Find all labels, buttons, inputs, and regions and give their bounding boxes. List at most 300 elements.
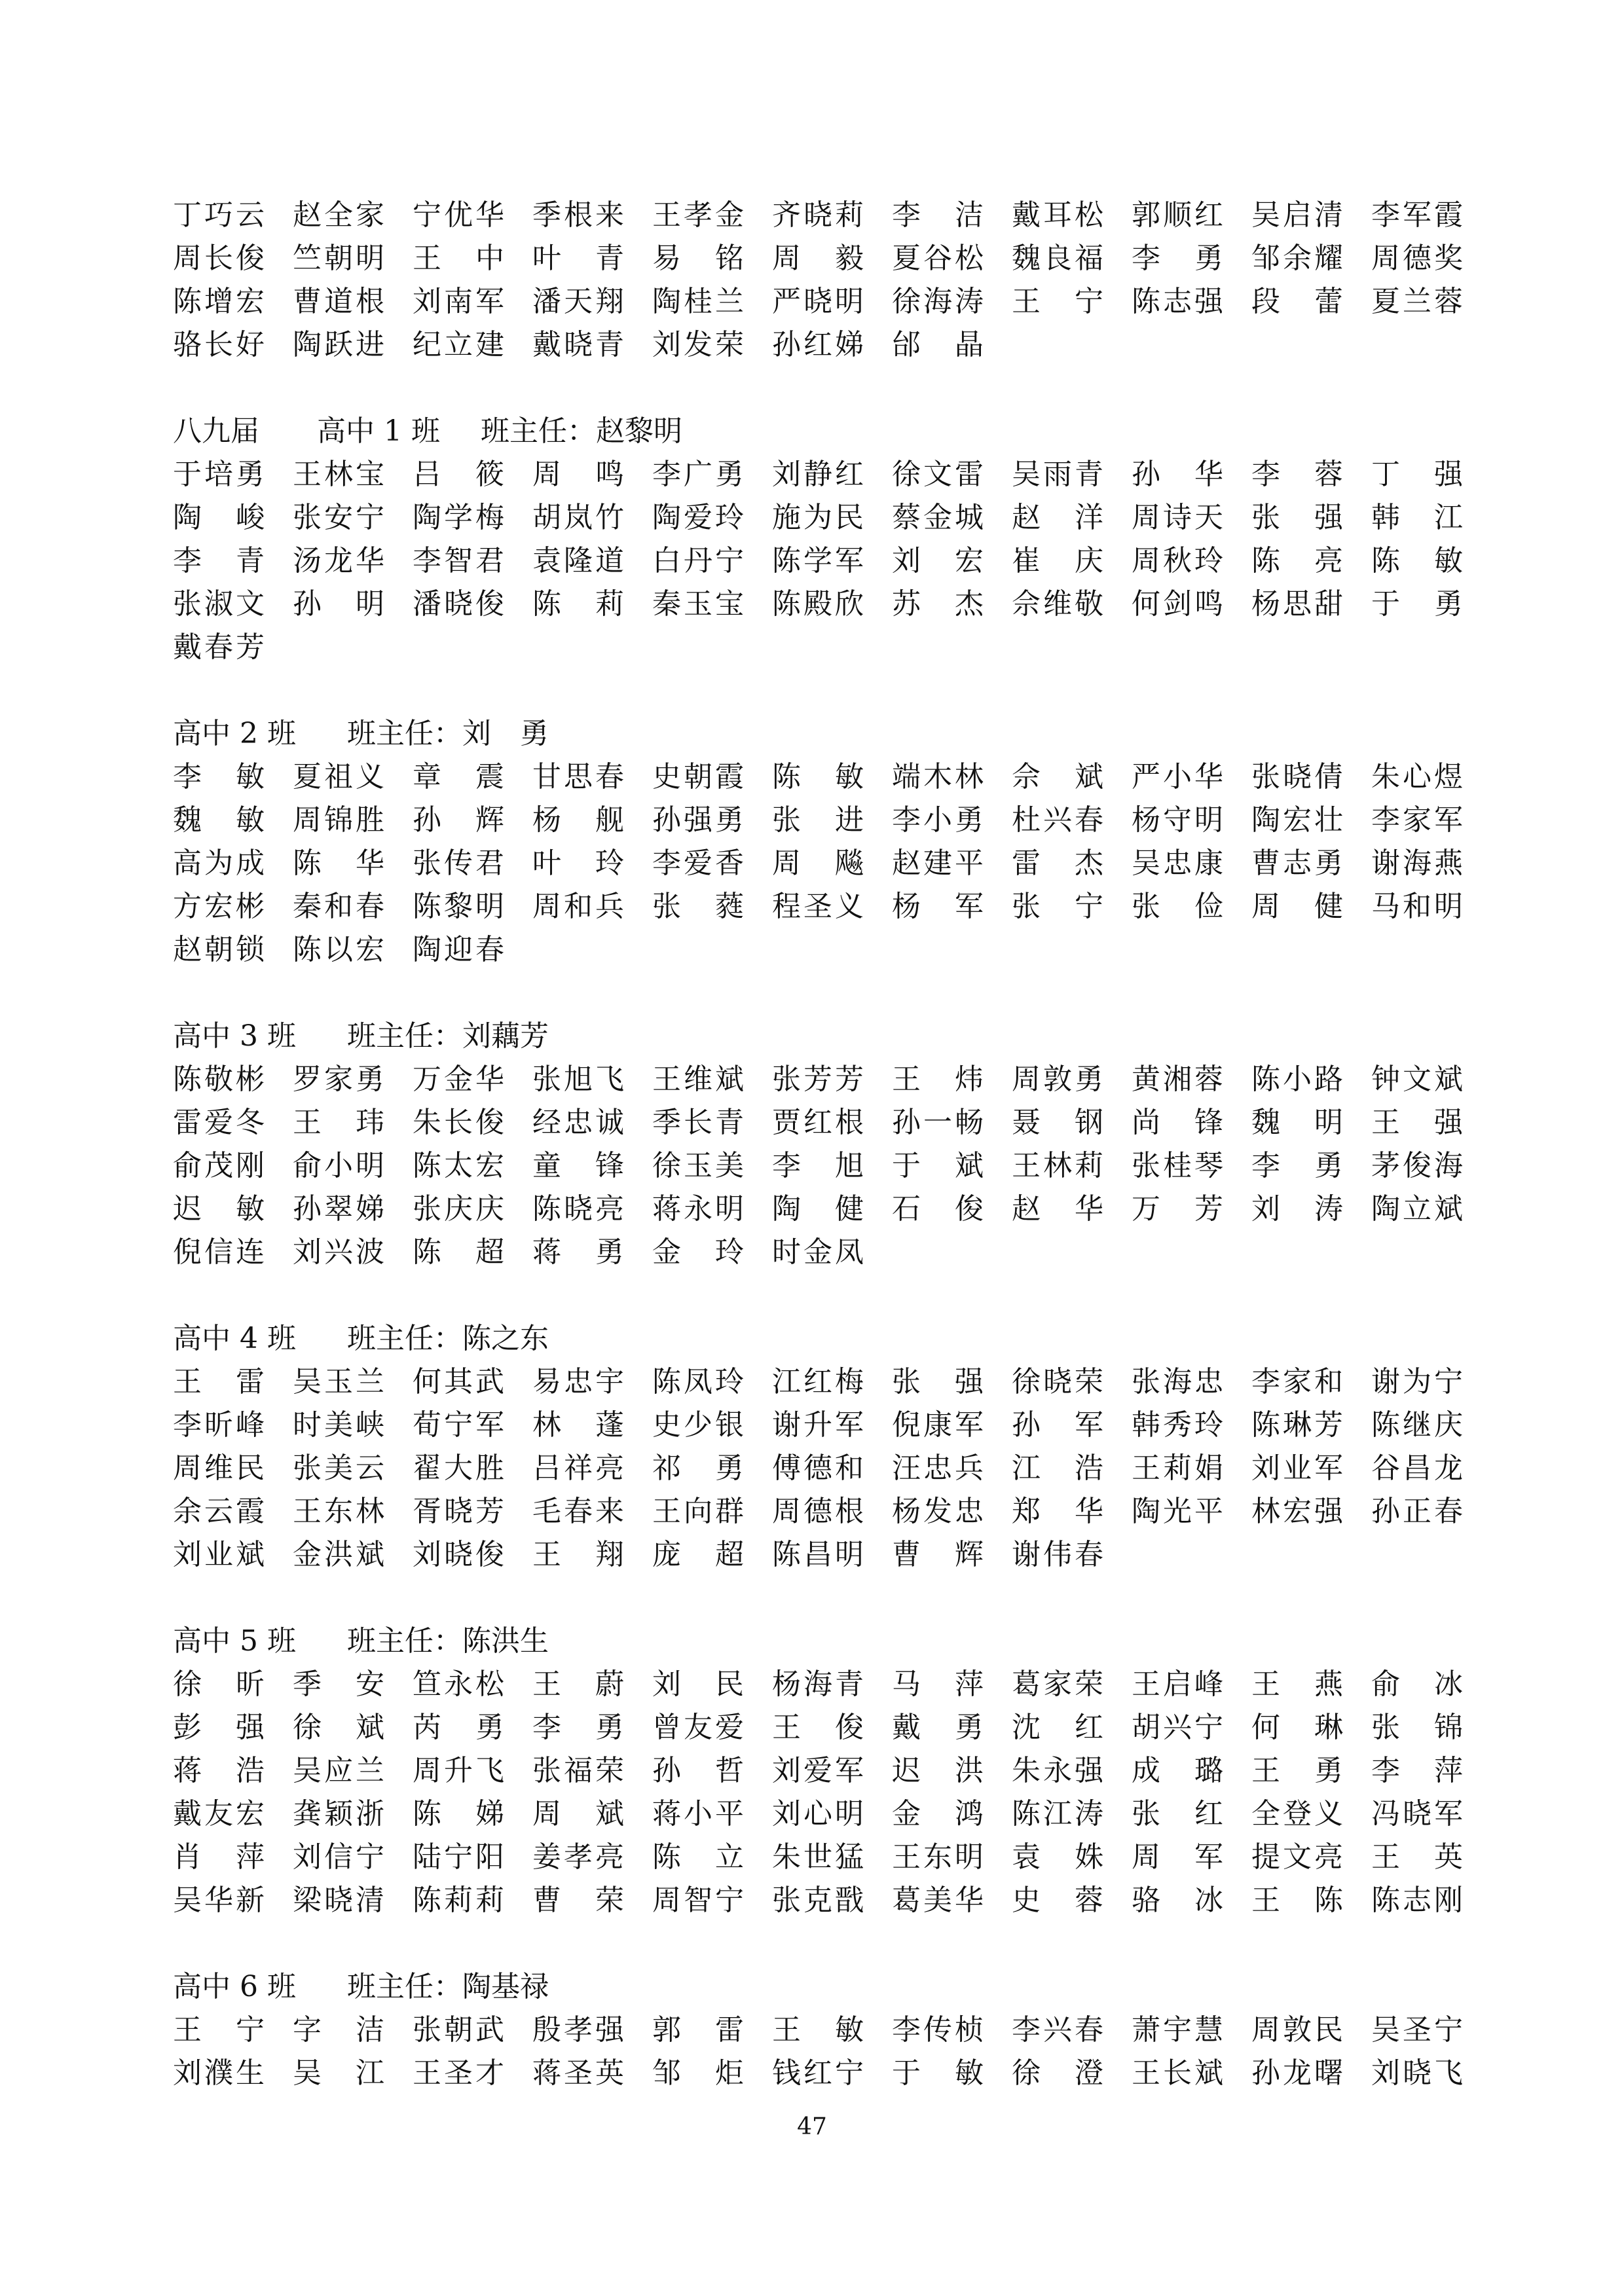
student-name-cell — [1371, 1836, 1463, 1879]
student-name: 章 震 — [413, 760, 504, 793]
name-row — [173, 2009, 1463, 2052]
student-name-cell — [892, 842, 1012, 885]
student-name: 赵 洋 — [1012, 501, 1103, 534]
student-name-cell — [532, 2052, 652, 2095]
student-name-cell — [772, 1706, 892, 1749]
student-name: 周敦民 — [1251, 2013, 1343, 2047]
name-row — [173, 583, 1463, 626]
student-name-cell — [532, 1706, 652, 1749]
name-row — [173, 1793, 1463, 1836]
student-name-cell — [1251, 280, 1371, 323]
student-name: 李兴春 — [1012, 2013, 1103, 2047]
student-name-cell — [1371, 194, 1463, 237]
name-row — [173, 1144, 1463, 1188]
student-name-cell — [652, 453, 772, 496]
student-name: 吴启清 — [1251, 198, 1343, 232]
student-name: 施为民 — [772, 501, 864, 534]
student-name: 戴 勇 — [892, 1711, 984, 1744]
student-name-cell — [1132, 453, 1251, 496]
student-name-cell — [1132, 280, 1251, 323]
student-name: 周锦胜 — [293, 803, 384, 837]
student-name: 李 勇 — [1132, 242, 1223, 275]
student-name-cell — [1132, 194, 1251, 237]
student-name: 朱长俊 — [413, 1106, 504, 1139]
student-name: 夏兰蓉 — [1371, 285, 1463, 318]
student-name-cell — [652, 885, 772, 928]
student-name-cell — [293, 1231, 413, 1274]
student-name: 刘濮生 — [173, 2056, 265, 2090]
student-name: 李家军 — [1371, 803, 1463, 837]
student-name-cell — [413, 756, 532, 799]
name-row — [173, 496, 1463, 539]
student-name-cell — [413, 539, 532, 583]
head-teacher: 班主任：陈之东 — [347, 1322, 549, 1355]
class-header — [173, 712, 1420, 756]
student-name-cell — [293, 799, 413, 842]
student-name: 萧宇慧 — [1132, 2013, 1223, 2047]
student-name: 李 洁 — [892, 198, 984, 232]
name-row — [173, 194, 1463, 237]
student-name-cell — [1251, 539, 1371, 583]
student-name-cell — [173, 1793, 293, 1836]
student-name: 王 蔚 — [532, 1667, 624, 1701]
student-name: 周德根 — [772, 1495, 864, 1528]
student-name: 曹 辉 — [892, 1538, 984, 1571]
student-name: 钱红宁 — [772, 2056, 864, 2090]
student-name: 李传桢 — [892, 2013, 984, 2047]
student-name: 戴友宏 — [173, 1797, 265, 1831]
student-name: 胥晓芳 — [413, 1495, 504, 1528]
student-name-cell — [1012, 583, 1132, 626]
student-name-cell — [413, 1533, 532, 1576]
student-name-cell — [1132, 799, 1251, 842]
student-name: 陈小路 — [1251, 1063, 1343, 1096]
student-name: 于培勇 — [173, 458, 265, 491]
student-name: 孙一畅 — [892, 1106, 984, 1139]
student-name: 张 强 — [892, 1365, 984, 1398]
student-name: 倪康军 — [892, 1408, 984, 1442]
student-name: 周 鸣 — [532, 458, 624, 491]
student-name: 王圣才 — [413, 2056, 504, 2090]
student-name: 陈太宏 — [413, 1149, 504, 1182]
student-name-cell — [1012, 2009, 1132, 2052]
student-name-cell — [1371, 280, 1463, 323]
student-name-cell — [173, 1663, 293, 1706]
student-name: 陶学梅 — [413, 501, 504, 534]
student-name: 李 蓉 — [1251, 458, 1343, 491]
student-name-cell — [652, 539, 772, 583]
student-name: 杨思甜 — [1251, 587, 1343, 621]
student-name-cell — [1012, 1663, 1132, 1706]
student-name: 陈 立 — [652, 1840, 744, 1874]
student-name: 张安宁 — [293, 501, 384, 534]
name-row — [173, 323, 1420, 367]
student-name: 周维民 — [173, 1451, 265, 1485]
student-name: 杨发忠 — [892, 1495, 984, 1528]
head-teacher: 班主任：赵黎明 — [481, 414, 682, 448]
student-name-cell — [1132, 1879, 1251, 1922]
student-name-cell — [772, 2009, 892, 2052]
student-name-cell — [892, 280, 1012, 323]
student-name: 荀宁军 — [413, 1408, 504, 1442]
student-name: 张福荣 — [532, 1754, 624, 1787]
student-name: 周秋玲 — [1132, 544, 1223, 577]
student-name: 李军霞 — [1371, 198, 1463, 232]
student-name: 张朝武 — [413, 2013, 504, 2047]
student-name: 曹志勇 — [1251, 847, 1343, 880]
student-name-cell — [1251, 1793, 1371, 1836]
student-name: 陶宏壮 — [1251, 803, 1343, 837]
student-name-cell — [772, 583, 892, 626]
student-name: 曾友爱 — [652, 1711, 744, 1744]
student-name: 时金凤 — [772, 1235, 864, 1269]
student-name-cell — [1132, 1447, 1251, 1490]
student-name-cell — [892, 1404, 1012, 1447]
student-name-cell — [1012, 1879, 1132, 1922]
student-name-cell — [532, 1749, 652, 1793]
student-name: 张 蕤 — [652, 890, 744, 923]
student-name-cell — [1251, 583, 1371, 626]
student-name: 陈志强 — [1132, 285, 1223, 318]
student-name: 郭顺红 — [1132, 198, 1223, 232]
student-name-cell — [1371, 2052, 1463, 2095]
student-name-cell — [1132, 1793, 1251, 1836]
student-name-cell — [652, 842, 772, 885]
student-name-cell — [173, 799, 293, 842]
student-name-cell — [293, 323, 413, 367]
student-name-cell — [1012, 1490, 1132, 1533]
student-name: 陶跃进 — [293, 328, 384, 361]
student-name: 蒋 浩 — [173, 1754, 265, 1787]
student-name-cell — [293, 2052, 413, 2095]
student-name-cell — [1371, 1058, 1463, 1101]
student-name-cell — [772, 237, 892, 280]
student-name-cell — [772, 194, 892, 237]
student-name: 梁晓清 — [293, 1884, 384, 1917]
student-name: 周 军 — [1132, 1840, 1223, 1874]
student-name-cell — [892, 237, 1012, 280]
student-name: 李 旭 — [772, 1149, 864, 1182]
student-name: 冯晓军 — [1371, 1797, 1463, 1831]
student-name: 苏 杰 — [892, 587, 984, 621]
student-name: 白丹宁 — [652, 544, 744, 577]
student-name: 杨 舰 — [532, 803, 624, 837]
class-group — [173, 194, 1463, 367]
head-teacher: 班主任：陶基禄 — [347, 1970, 549, 2003]
student-name: 魏 敏 — [173, 803, 265, 837]
student-name: 张海忠 — [1132, 1365, 1223, 1398]
student-name: 吴忠康 — [1132, 847, 1223, 880]
student-name: 陶桂兰 — [652, 285, 744, 318]
student-name-cell — [772, 1447, 892, 1490]
student-name: 端木林 — [892, 760, 984, 793]
student-name: 王 陈 — [1251, 1884, 1343, 1917]
student-name: 叶 玲 — [532, 847, 624, 880]
student-name: 聂 钢 — [1012, 1106, 1103, 1139]
student-name-cell — [892, 1144, 1012, 1188]
student-name-cell — [652, 1447, 772, 1490]
student-name: 易 铭 — [652, 242, 744, 275]
student-name-cell — [413, 1663, 532, 1706]
student-name-cell — [1132, 885, 1251, 928]
student-name: 胡岚竹 — [532, 501, 624, 534]
student-name-cell — [1371, 539, 1463, 583]
student-name: 肖 萍 — [173, 1840, 265, 1874]
student-name: 刘发荣 — [652, 328, 744, 361]
student-name-cell — [1251, 1663, 1371, 1706]
student-name-cell — [1251, 1490, 1371, 1533]
name-row — [173, 539, 1463, 583]
student-name-cell — [1012, 1188, 1132, 1231]
student-name: 王 敏 — [772, 2013, 864, 2047]
student-name: 周 斌 — [532, 1797, 624, 1831]
student-name-cell — [1371, 453, 1463, 496]
student-name: 贾红根 — [772, 1106, 864, 1139]
student-name-cell — [1371, 2009, 1463, 2052]
student-name: 纪立建 — [413, 328, 504, 361]
student-name-cell — [1012, 1793, 1132, 1836]
student-name: 刘静红 — [772, 458, 864, 491]
student-name-cell — [1251, 799, 1371, 842]
student-name: 殷孝强 — [532, 2013, 624, 2047]
name-row — [173, 1058, 1463, 1101]
student-name: 李小勇 — [892, 803, 984, 837]
student-name: 赵 华 — [1012, 1192, 1103, 1226]
student-name: 史少银 — [652, 1408, 744, 1442]
student-name: 杨守明 — [1132, 803, 1223, 837]
student-name-cell — [652, 496, 772, 539]
student-name-cell — [413, 323, 532, 367]
student-name-cell — [173, 928, 293, 972]
student-name-cell — [892, 1706, 1012, 1749]
student-name: 杜兴春 — [1012, 803, 1103, 837]
student-name: 毛春来 — [532, 1495, 624, 1528]
student-name: 张 强 — [1251, 501, 1343, 534]
student-name-cell — [413, 1447, 532, 1490]
student-name-cell — [413, 799, 532, 842]
student-name: 张晓倩 — [1251, 760, 1343, 793]
student-name: 季 安 — [293, 1667, 384, 1701]
student-name-cell — [173, 323, 293, 367]
student-name-cell — [1251, 237, 1371, 280]
student-name: 李智君 — [413, 544, 504, 577]
name-row — [173, 237, 1463, 280]
student-name: 徐玉美 — [652, 1149, 744, 1182]
name-row — [173, 1706, 1463, 1749]
student-name-cell — [1251, 756, 1371, 799]
student-name-cell — [652, 1360, 772, 1404]
head-teacher: 班主任：刘藕芳 — [347, 1019, 549, 1053]
student-name: 周智宁 — [652, 1884, 744, 1917]
name-row — [173, 1404, 1463, 1447]
student-name-cell — [1251, 1101, 1371, 1144]
student-name-cell — [532, 496, 652, 539]
student-name: 孙翠娣 — [293, 1192, 384, 1226]
student-name-cell — [532, 583, 652, 626]
student-name-cell — [293, 1404, 413, 1447]
student-name-cell — [293, 2009, 413, 2052]
student-name-cell — [652, 1231, 772, 1274]
student-name: 骆长好 — [173, 328, 265, 361]
student-name: 陈琳芳 — [1251, 1408, 1343, 1442]
student-name: 全登义 — [1251, 1797, 1343, 1831]
student-name: 张美云 — [293, 1451, 384, 1485]
student-name-cell — [532, 1188, 652, 1231]
student-name: 徐 斌 — [293, 1711, 384, 1744]
student-name-cell — [772, 1836, 892, 1879]
student-name: 戴晓青 — [532, 328, 624, 361]
student-name: 陈 莉 — [532, 587, 624, 621]
student-name-cell — [892, 1793, 1012, 1836]
student-name: 葛家荣 — [1012, 1667, 1103, 1701]
student-name-cell — [652, 1879, 772, 1922]
student-name-cell — [892, 2052, 1012, 2095]
student-name-cell — [293, 453, 413, 496]
student-name: 陈莉莉 — [413, 1884, 504, 1917]
student-name: 陈晓亮 — [532, 1192, 624, 1226]
student-name-cell — [1012, 1447, 1132, 1490]
student-name: 甘思春 — [532, 760, 624, 793]
student-name: 竺朝明 — [293, 242, 384, 275]
student-name: 翟大胜 — [413, 1451, 504, 1485]
student-name: 张 俭 — [1132, 890, 1223, 923]
student-name-cell — [1012, 1144, 1132, 1188]
student-name-cell — [1251, 1188, 1371, 1231]
student-name-cell — [1251, 1706, 1371, 1749]
student-name: 刘晓飞 — [1371, 2056, 1463, 2090]
student-name-cell — [413, 1749, 532, 1793]
student-name: 陈学军 — [772, 544, 864, 577]
name-row — [173, 453, 1463, 496]
student-name: 俞小明 — [293, 1149, 384, 1182]
class-header — [173, 1317, 1420, 1360]
student-name: 戴春芳 — [173, 630, 265, 664]
student-name-cell — [772, 842, 892, 885]
student-name-cell — [413, 1404, 532, 1447]
student-name: 俞 冰 — [1371, 1667, 1463, 1701]
student-name: 陶爱玲 — [652, 501, 744, 534]
student-name: 曹 荣 — [532, 1884, 624, 1917]
student-name-cell — [1371, 1490, 1463, 1533]
student-name: 季根来 — [532, 198, 624, 232]
student-name: 王 俊 — [772, 1711, 864, 1744]
student-name-cell — [173, 1490, 293, 1533]
class-name: 高中 1 班 — [317, 414, 440, 448]
student-name-cell — [1132, 496, 1251, 539]
student-name: 李家和 — [1251, 1365, 1343, 1398]
student-name-cell — [173, 583, 293, 626]
student-name: 程圣义 — [772, 890, 864, 923]
student-name-cell — [1371, 1404, 1463, 1447]
student-name-cell — [652, 1749, 772, 1793]
class-header — [173, 1965, 1420, 2009]
student-name: 徐 澄 — [1012, 2056, 1103, 2090]
student-name: 傅德和 — [772, 1451, 864, 1485]
student-name: 潘晓俊 — [413, 587, 504, 621]
student-name: 魏 明 — [1251, 1106, 1343, 1139]
name-row — [173, 1836, 1463, 1879]
student-name: 宁优华 — [413, 198, 504, 232]
head-teacher: 班主任：陈洪生 — [347, 1624, 549, 1658]
student-name-cell — [1012, 1533, 1132, 1576]
student-name-cell — [1251, 2052, 1371, 2095]
student-name-cell — [532, 323, 652, 367]
student-name: 陶迎春 — [413, 933, 504, 966]
student-name-cell — [413, 1836, 532, 1879]
student-name-cell — [892, 799, 1012, 842]
student-name-cell — [173, 1101, 293, 1144]
student-name: 吴应兰 — [293, 1754, 384, 1787]
student-name-cell — [1012, 539, 1132, 583]
student-name: 丁 强 — [1371, 458, 1463, 491]
student-name-cell — [532, 756, 652, 799]
student-name: 尚 锋 — [1132, 1106, 1223, 1139]
student-name: 余云霞 — [173, 1495, 265, 1528]
student-name-cell — [772, 1144, 892, 1188]
student-name-cell — [1371, 1144, 1463, 1188]
student-name-cell — [1012, 885, 1132, 928]
student-name-cell — [532, 842, 652, 885]
student-name: 刘 涛 — [1251, 1192, 1343, 1226]
student-name-cell — [293, 237, 413, 280]
student-name-cell — [1251, 885, 1371, 928]
student-name-cell — [532, 799, 652, 842]
student-name-cell — [1251, 842, 1371, 885]
name-row — [173, 1879, 1463, 1922]
student-name-cell — [1012, 453, 1132, 496]
student-name-cell — [173, 1706, 293, 1749]
student-name: 刘兴波 — [293, 1235, 384, 1269]
class-name: 高中 5 班 — [173, 1624, 296, 1658]
class-header — [173, 1620, 1420, 1663]
student-name: 韩秀玲 — [1132, 1408, 1223, 1442]
student-name: 袁隆道 — [532, 544, 624, 577]
student-name-cell — [532, 1793, 652, 1836]
student-name-cell — [1371, 1663, 1463, 1706]
student-name-cell — [413, 885, 532, 928]
class-name: 高中 2 班 — [173, 717, 296, 750]
student-name-cell — [1012, 756, 1132, 799]
student-name: 陈凤玲 — [652, 1365, 744, 1398]
student-name-cell — [1251, 1879, 1371, 1922]
student-name: 赵全家 — [293, 198, 384, 232]
student-name: 金洪斌 — [293, 1538, 384, 1571]
student-name-cell — [413, 1101, 532, 1144]
student-name: 徐 昕 — [173, 1667, 265, 1701]
student-name: 江红梅 — [772, 1365, 864, 1398]
student-name-cell — [1012, 1706, 1132, 1749]
student-name-cell — [1251, 1404, 1371, 1447]
student-name-cell — [1371, 496, 1463, 539]
student-name: 蒋圣英 — [532, 2056, 624, 2090]
student-name: 陈昌明 — [772, 1538, 864, 1571]
student-name-cell — [892, 756, 1012, 799]
student-name-cell — [1371, 1188, 1463, 1231]
student-name-cell — [772, 1360, 892, 1404]
student-name-cell — [532, 1533, 652, 1576]
student-name-cell — [1132, 2009, 1251, 2052]
student-name-cell — [652, 1663, 772, 1706]
student-name: 万金华 — [413, 1063, 504, 1096]
student-name: 万 芳 — [1132, 1192, 1223, 1226]
student-name-cell — [652, 1404, 772, 1447]
student-name: 孙 华 — [1132, 458, 1223, 491]
student-name: 吴玉兰 — [293, 1365, 384, 1398]
student-name: 邹 炬 — [652, 2056, 744, 2090]
student-name: 段 蕾 — [1251, 285, 1343, 318]
student-name: 迟 洪 — [892, 1754, 984, 1787]
student-name-cell — [293, 1533, 413, 1576]
